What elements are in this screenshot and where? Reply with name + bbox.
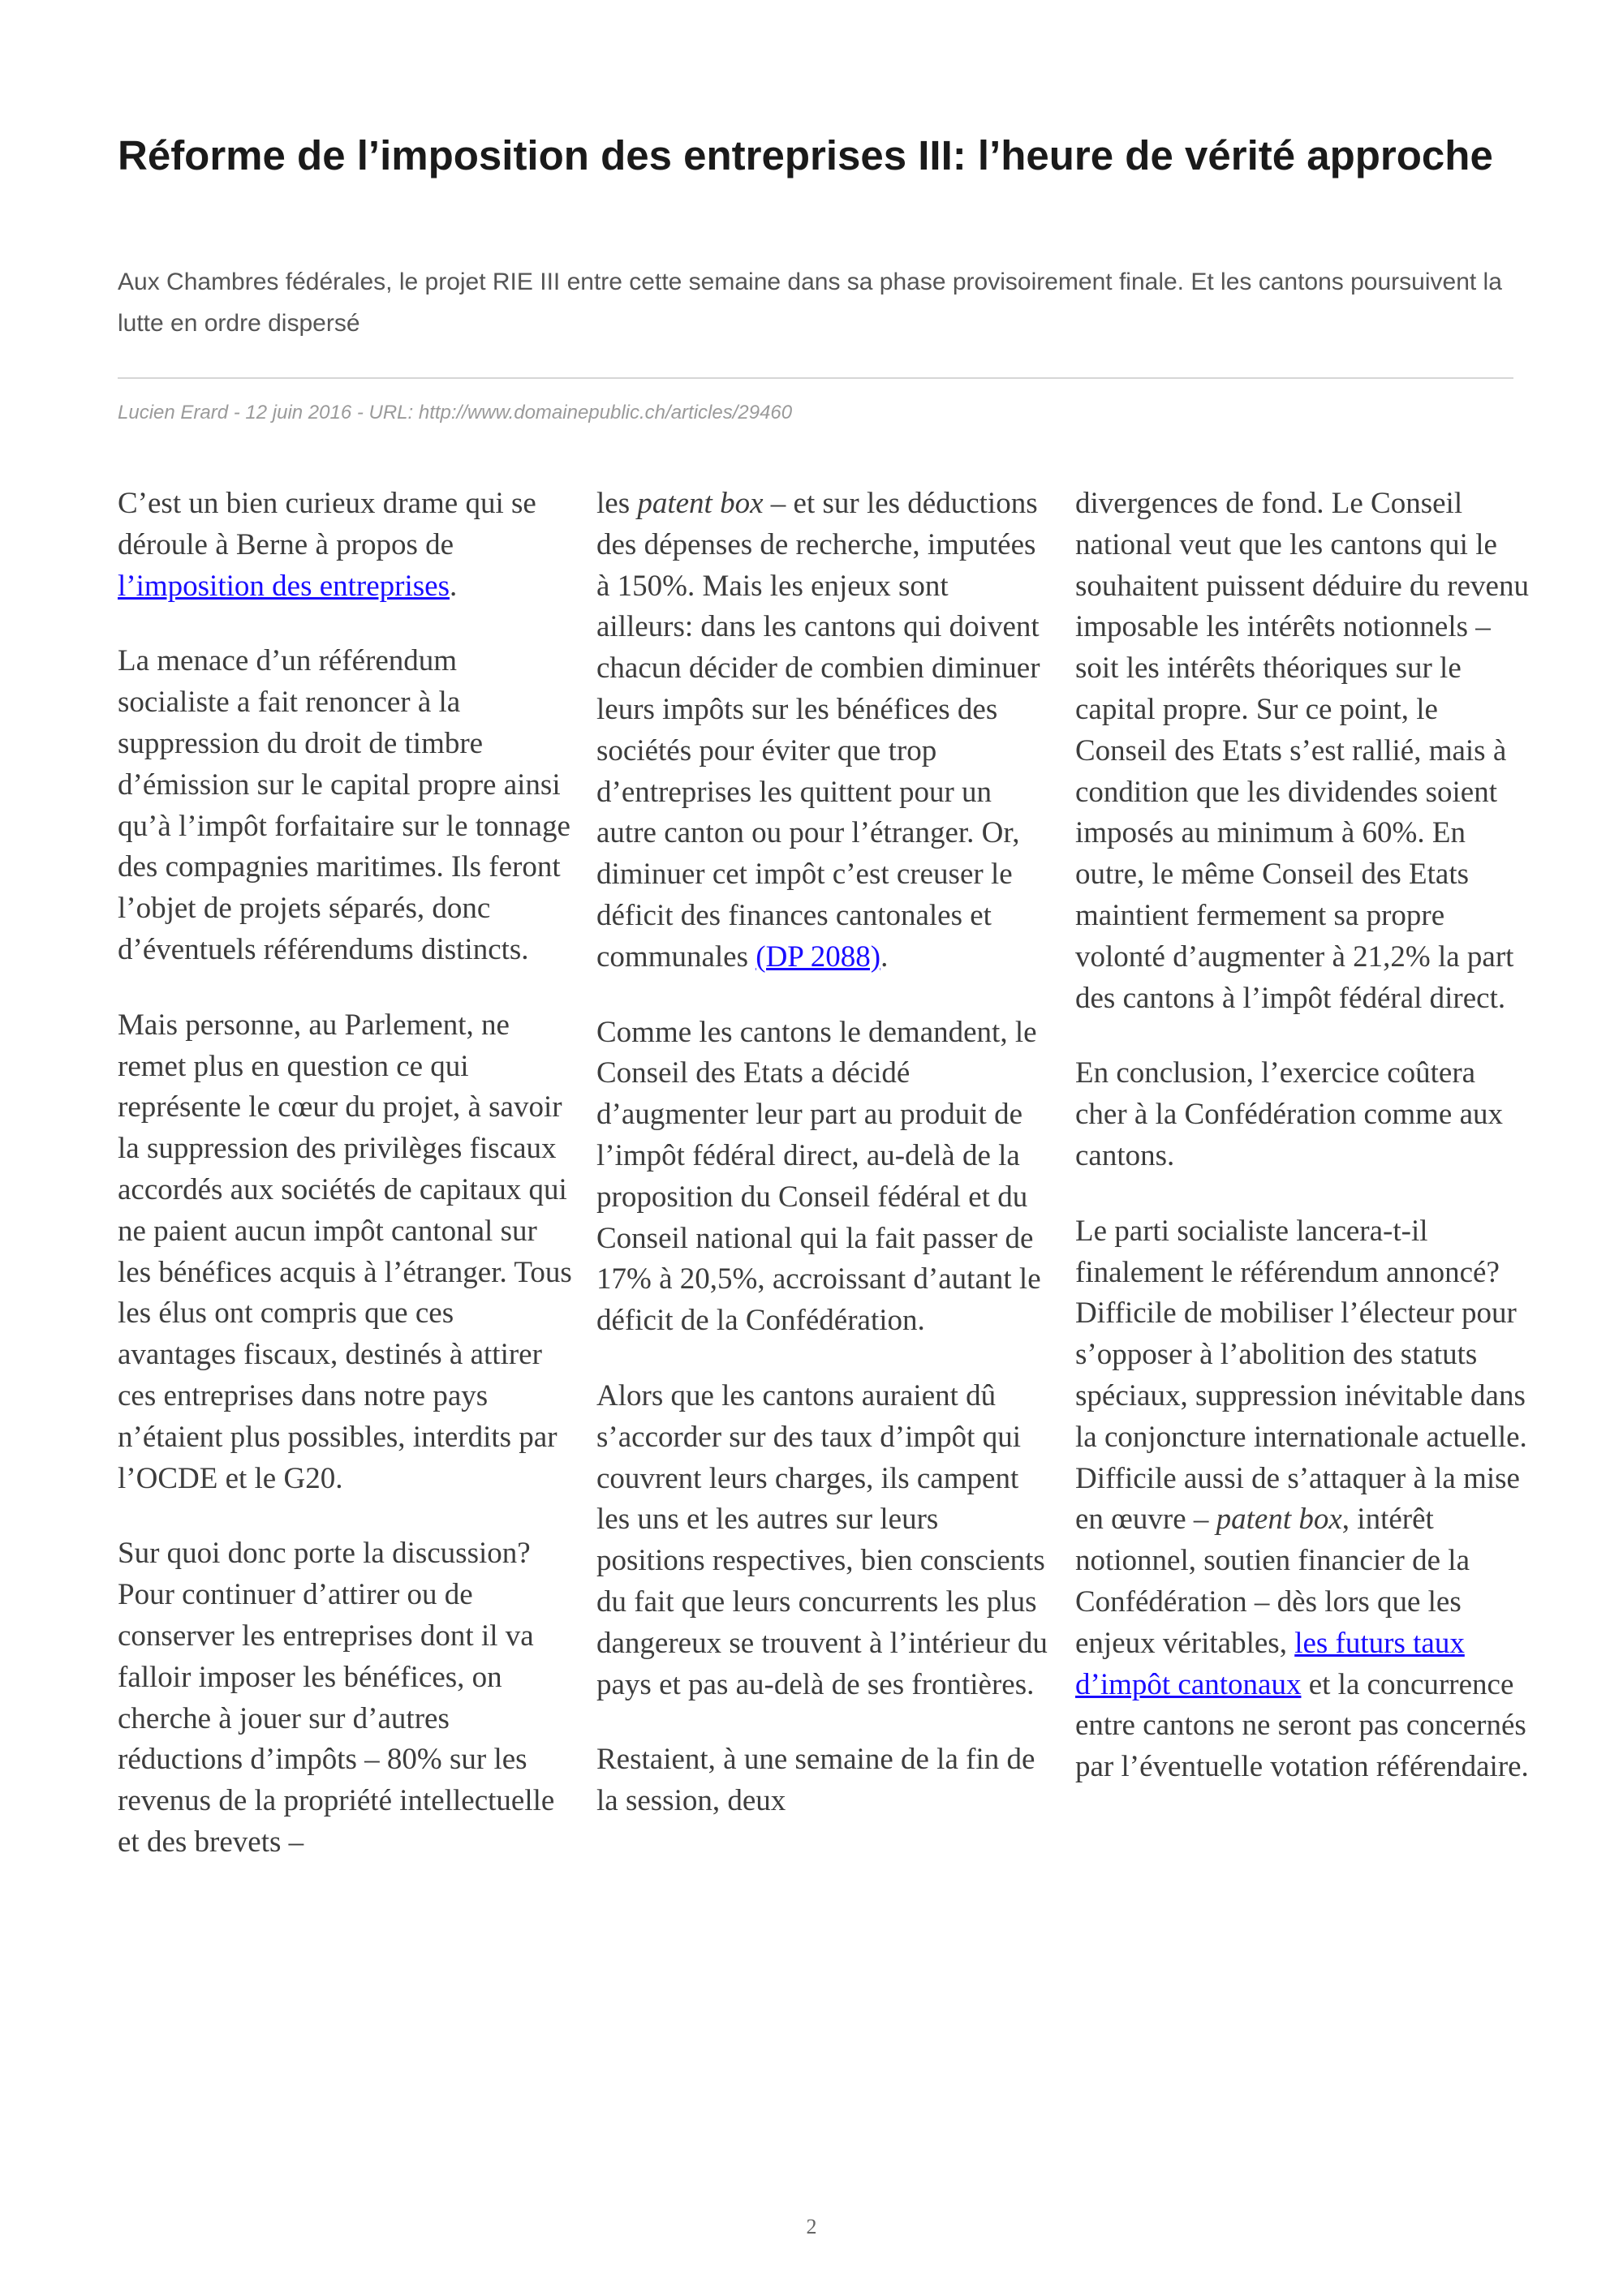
paragraph-4-end: .: [880, 939, 889, 974]
paragraph-4-part-2: les patent box – et sur les déductions des dépenses de recherche, imputées à 150%. Mais les enjeux sont ailleurs: dans les cantons qui doivent chacun décider de combien diminuer leurs impôts sur les bénéfices des sociétés pour éviter que trop d’entreprises les quittent pour un autre canton ou pour l’étranger. Or, diminuer cet impôt c’est creuser le déficit des finances cantonales et communales (DP 2088).: [596, 487, 1040, 974]
column-3: [1075, 484, 1530, 1788]
article-subtitle: Aux Chambres fédérales, le projet RIE III entre cette semaine dans sa phase provisoirement finale. Et les cantons poursuivent la lutte en ordre dispersé: [118, 269, 1502, 337]
paragraph-9-middle: , intérêt notionnel, soutien financier de la Confédération – dès lors que les enjeux véritables,: [1075, 1503, 1470, 1660]
paragraph-1-end: .: [450, 569, 458, 603]
link-futurs-taux-impot[interactable]: les futurs taux d’impôt cantonaux: [1075, 1626, 1465, 1701]
column-1: [118, 484, 572, 1864]
page-number: 2: [806, 2215, 817, 2238]
patent-box-term: patent box: [637, 487, 764, 520]
article-meta: Lucien Erard - 12 juin 2016 - URL: http://www.domainepublic.ch/articles/29460: [118, 402, 793, 424]
link-dp-2088[interactable]: (DP 2088): [756, 939, 881, 974]
column-2: [596, 484, 1051, 1822]
link-imposition-des-entreprises[interactable]: l’imposition des entreprises: [118, 569, 450, 603]
paragraph-9-text: Le parti socialiste lancera-t-il finalement le référendum annoncé? Difficile de mobiliser l’électeur pour s’opposer à l’abolition des statuts spéciaux, suppression inévitable dans la conjoncture internationale actuelle. Difficile aussi de s’attaquer à la mise en œuvre –: [1075, 1214, 1527, 1537]
paragraph-9-end: et la concurrence entre cantons ne seront pas concernés par l’éventuelle votation référendaire.: [1075, 1667, 1529, 1784]
header-divider: [118, 377, 1513, 379]
paragraph-7-part-1: Restaient, à une semaine de la fin de la session, deux: [596, 1743, 1035, 1818]
paragraph-5: Comme les cantons le demandent, le Conseil des Etats a décidé d’augmenter leur part au produit de l’impôt fédéral direct, au-delà de la proposition du Conseil fédéral et du Conseil national qui la fait passer de 17% à 20,5%, accroissant d’autant le déficit de la Confédération.: [596, 1015, 1041, 1338]
patent-box-term-2: patent box: [1216, 1503, 1342, 1537]
paragraph-1: [118, 484, 572, 607]
paragraph-2: La menace d’un référendum socialiste a fait renoncer à la suppression du droit de timbre d’émission sur le capital propre ainsi qu’à l’impôt forfaitaire sur le tonnage des compagnies maritimes. Ils feront l’objet de projets séparés, donc d’éventuels référendums distincts.: [118, 644, 570, 966]
paragraph-1-text: C’est un bien curieux drame qui se déroule à Berne à propos de: [118, 487, 536, 561]
paragraph-9: [1075, 1211, 1530, 1788]
paragraph-8: En conclusion, l’exercice coûtera cher à la Confédération comme aux cantons.: [1075, 1056, 1504, 1172]
paragraph-4-part-1: Sur quoi donc porte la discussion? Pour continuer d’attirer ou de conserver les entreprises dont il va falloir imposer les bénéfices, on cherche à jouer sur d’autres réductions d’impôts – 80% sur les revenus de la propriété intellectuelle et des brevets –: [118, 1537, 555, 1859]
paragraph-7-part-2: divergences de fond. Le Conseil national veut que les cantons qui le souhaitent puissent déduire du revenu imposable les intérêts notionnels – soit les intérêts théoriques sur le capital propre. Sur ce point, le Conseil des Etats s’est rallié, mais à condition que les dividendes soient imposés au minimum à 60%. En outre, le même Conseil des Etats maintient fermement sa propre volonté d’augmenter à 21,2% la part des cantons à l’impôt fédéral direct.: [1075, 487, 1529, 1015]
article-title: Réforme de l’imposition des entreprises III: l’heure de vérité approche: [118, 132, 1493, 178]
paragraph-6: Alors que les cantons auraient dû s’accorder sur des taux d’impôt qui couvrent leurs charges, ils campent les uns et les autres sur leurs positions respectives, bien conscients du fait que leurs concurrents les plus dangereux se trouvent à l’intérieur du pays et pas au-delà de ses frontières.: [596, 1378, 1048, 1701]
paragraph-3: Mais personne, au Parlement, ne remet plus en question ce qui représente le cœur du projet, à savoir la suppression des privilèges fiscaux accordés aux sociétés de capitaux qui ne paient aucun impôt cantonal sur les bénéfices acquis à l’étranger. Tous les élus ont compris que ces avantages fiscaux, destinés à attirer ces entreprises dans notre pays n’étaient plus possibles, interdits par l’OCDE et le G20.: [118, 1008, 572, 1495]
